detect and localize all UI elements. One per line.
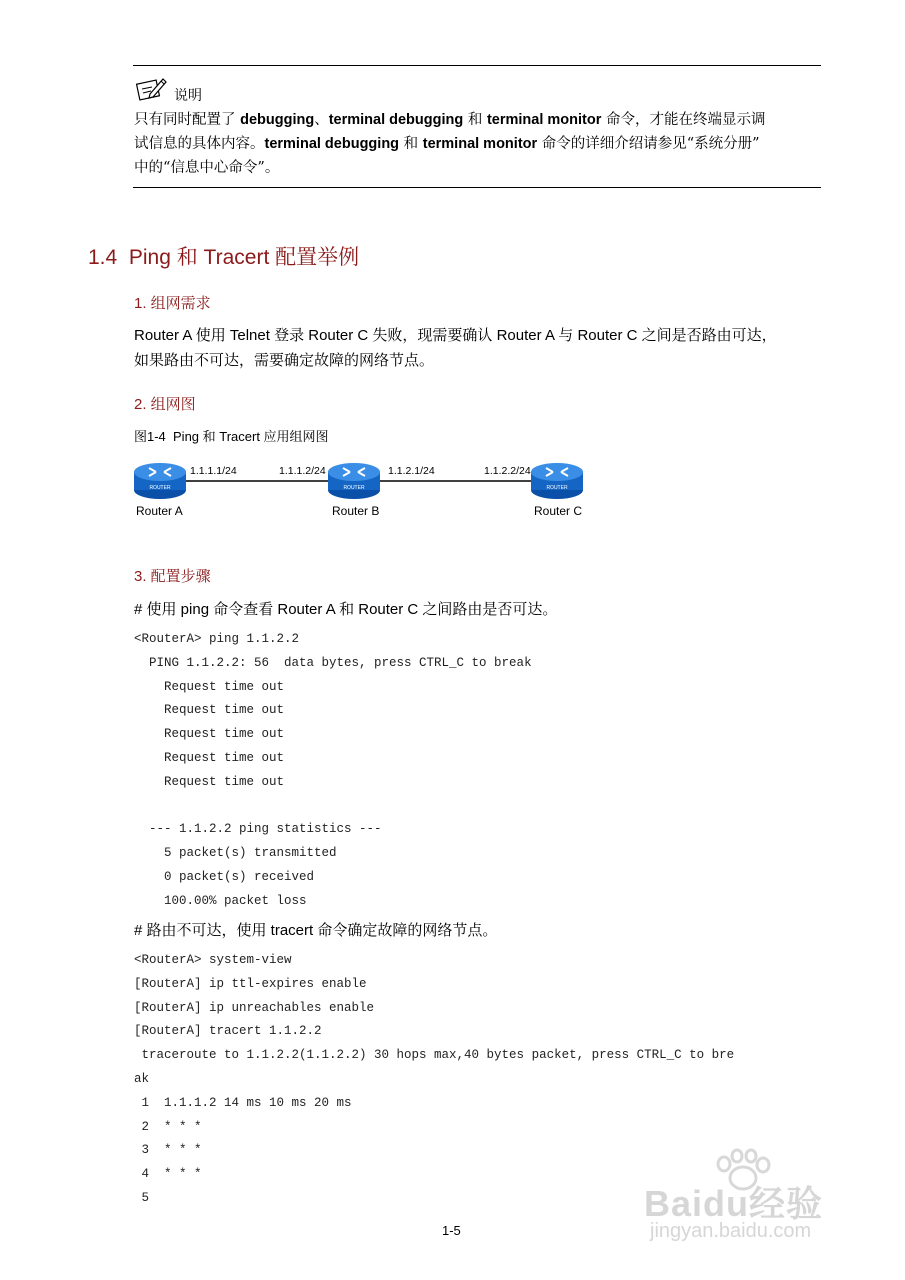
router-b-icon <box>328 463 380 499</box>
router-label-b: Router B <box>332 504 380 518</box>
note-text: 和 <box>399 136 423 152</box>
subsection-title-requirements: 1. 组网需求 <box>134 295 211 312</box>
note-icon <box>136 76 168 102</box>
code-line: <RouterA> system-view <box>134 953 292 967</box>
code-line: 1 1.1.1.2 14 ms 10 ms 20 ms <box>134 1095 352 1110</box>
ip-label-a: 1.1.1.1/24 <box>190 465 237 477</box>
code-line: 3 * * * <box>134 1143 202 1158</box>
note-top-rule <box>133 65 821 66</box>
router-icon-text: ROUTER <box>343 485 365 491</box>
router-label-c: Router C <box>534 504 583 518</box>
note-keyword: terminal monitor <box>486 112 602 128</box>
note-keyword: debugging <box>240 112 315 128</box>
watermark-logo <box>642 1148 862 1248</box>
note-line-2 <box>134 132 760 156</box>
code-line: 2 * * * <box>134 1119 202 1134</box>
code-line: Request time out <box>134 703 285 718</box>
code-line: 5 <box>134 1190 150 1205</box>
note-keyword: terminal debugging <box>328 112 464 128</box>
requirements-line-1: Router A 使用 Telnet 登录 Router C 失败，现需要确认 Router A 与 Router C 之间是否路由可达， <box>134 327 777 344</box>
code-line: 5 packet(s) transmitted <box>134 846 337 861</box>
note-text: 试信息的具体内容。 <box>134 136 265 152</box>
code-line: [RouterA] tracert 1.1.2.2 <box>134 1024 322 1039</box>
code-line: traceroute to 1.1.2.2(1.1.2.2) 30 hops max,40 bytes packet, press CTRL_C to bre <box>134 1048 735 1063</box>
note-text: 、 <box>314 112 329 128</box>
code-line: <RouterA> ping 1.1.2.2 <box>134 632 300 646</box>
code-line: 100.00% packet loss <box>134 893 307 908</box>
note-text: 命令，才能在终端显示调 <box>601 112 766 128</box>
ip-label-c: 1.1.2.2/24 <box>484 465 531 477</box>
router-icon-text: ROUTER <box>149 485 171 491</box>
ip-label-b-right: 1.1.2.1/24 <box>388 465 435 477</box>
note-text: 命令的详细介绍请参见“系统分册” <box>537 136 760 152</box>
note-keyword: terminal monitor <box>422 136 538 152</box>
code-line: Request time out <box>134 774 285 789</box>
requirements-line-2: 如果路由不可达，需要确定故障的网络节点。 <box>134 352 435 369</box>
code-line: 4 * * * <box>134 1167 202 1182</box>
ip-label-b-left: 1.1.1.2/24 <box>279 465 326 477</box>
figure-caption: 图1-4 Ping 和 Tracert 应用组网图 <box>134 429 329 444</box>
code-line: ak <box>134 1071 150 1086</box>
router-a-icon <box>134 463 186 499</box>
code-line: [RouterA] ip unreachables enable <box>134 1000 375 1015</box>
subsection-title-steps: 3. 配置步骤 <box>134 568 211 585</box>
router-icon-text: ROUTER <box>546 485 568 491</box>
watermark-brand: Baidu经验 <box>644 1183 824 1224</box>
note-text: 只有同时配置了 <box>134 112 241 128</box>
note-line-3: 中的“信息中心命令”。 <box>134 160 280 176</box>
code-block-ping <box>134 632 532 918</box>
code-line: PING 1.1.2.2: 56 data bytes, press CTRL_C to break <box>134 655 532 670</box>
watermark-url: jingyan.baidu.com <box>650 1220 812 1242</box>
note-bottom-rule <box>133 187 821 188</box>
code-line: [RouterA] ip ttl-expires enable <box>134 976 367 991</box>
note-title: 说明 <box>174 87 202 103</box>
page-number: 1-5 <box>442 1223 461 1238</box>
note-keyword: terminal debugging <box>264 136 400 152</box>
router-c-icon <box>531 463 583 499</box>
code-line: 0 packet(s) received <box>134 869 315 884</box>
note-line-1 <box>134 108 765 132</box>
step-comment-ping: # 使用 ping 命令查看 Router A 和 Router C 之间路由是否可达。 <box>134 601 558 618</box>
code-line: --- 1.1.2.2 ping statistics --- <box>134 822 382 837</box>
note-text: 和 <box>463 112 487 128</box>
code-line: Request time out <box>134 750 285 765</box>
step-comment-tracert: # 路由不可达，使用 tracert 命令确定故障的网络节点。 <box>134 922 498 939</box>
code-line: Request time out <box>134 727 285 742</box>
section-title: 1.4 Ping 和 Tracert 配置举例 <box>88 246 360 269</box>
subsection-title-diagram: 2. 组网图 <box>134 396 196 413</box>
code-line <box>134 799 532 823</box>
router-label-a: Router A <box>136 504 183 518</box>
code-line: Request time out <box>134 679 285 694</box>
